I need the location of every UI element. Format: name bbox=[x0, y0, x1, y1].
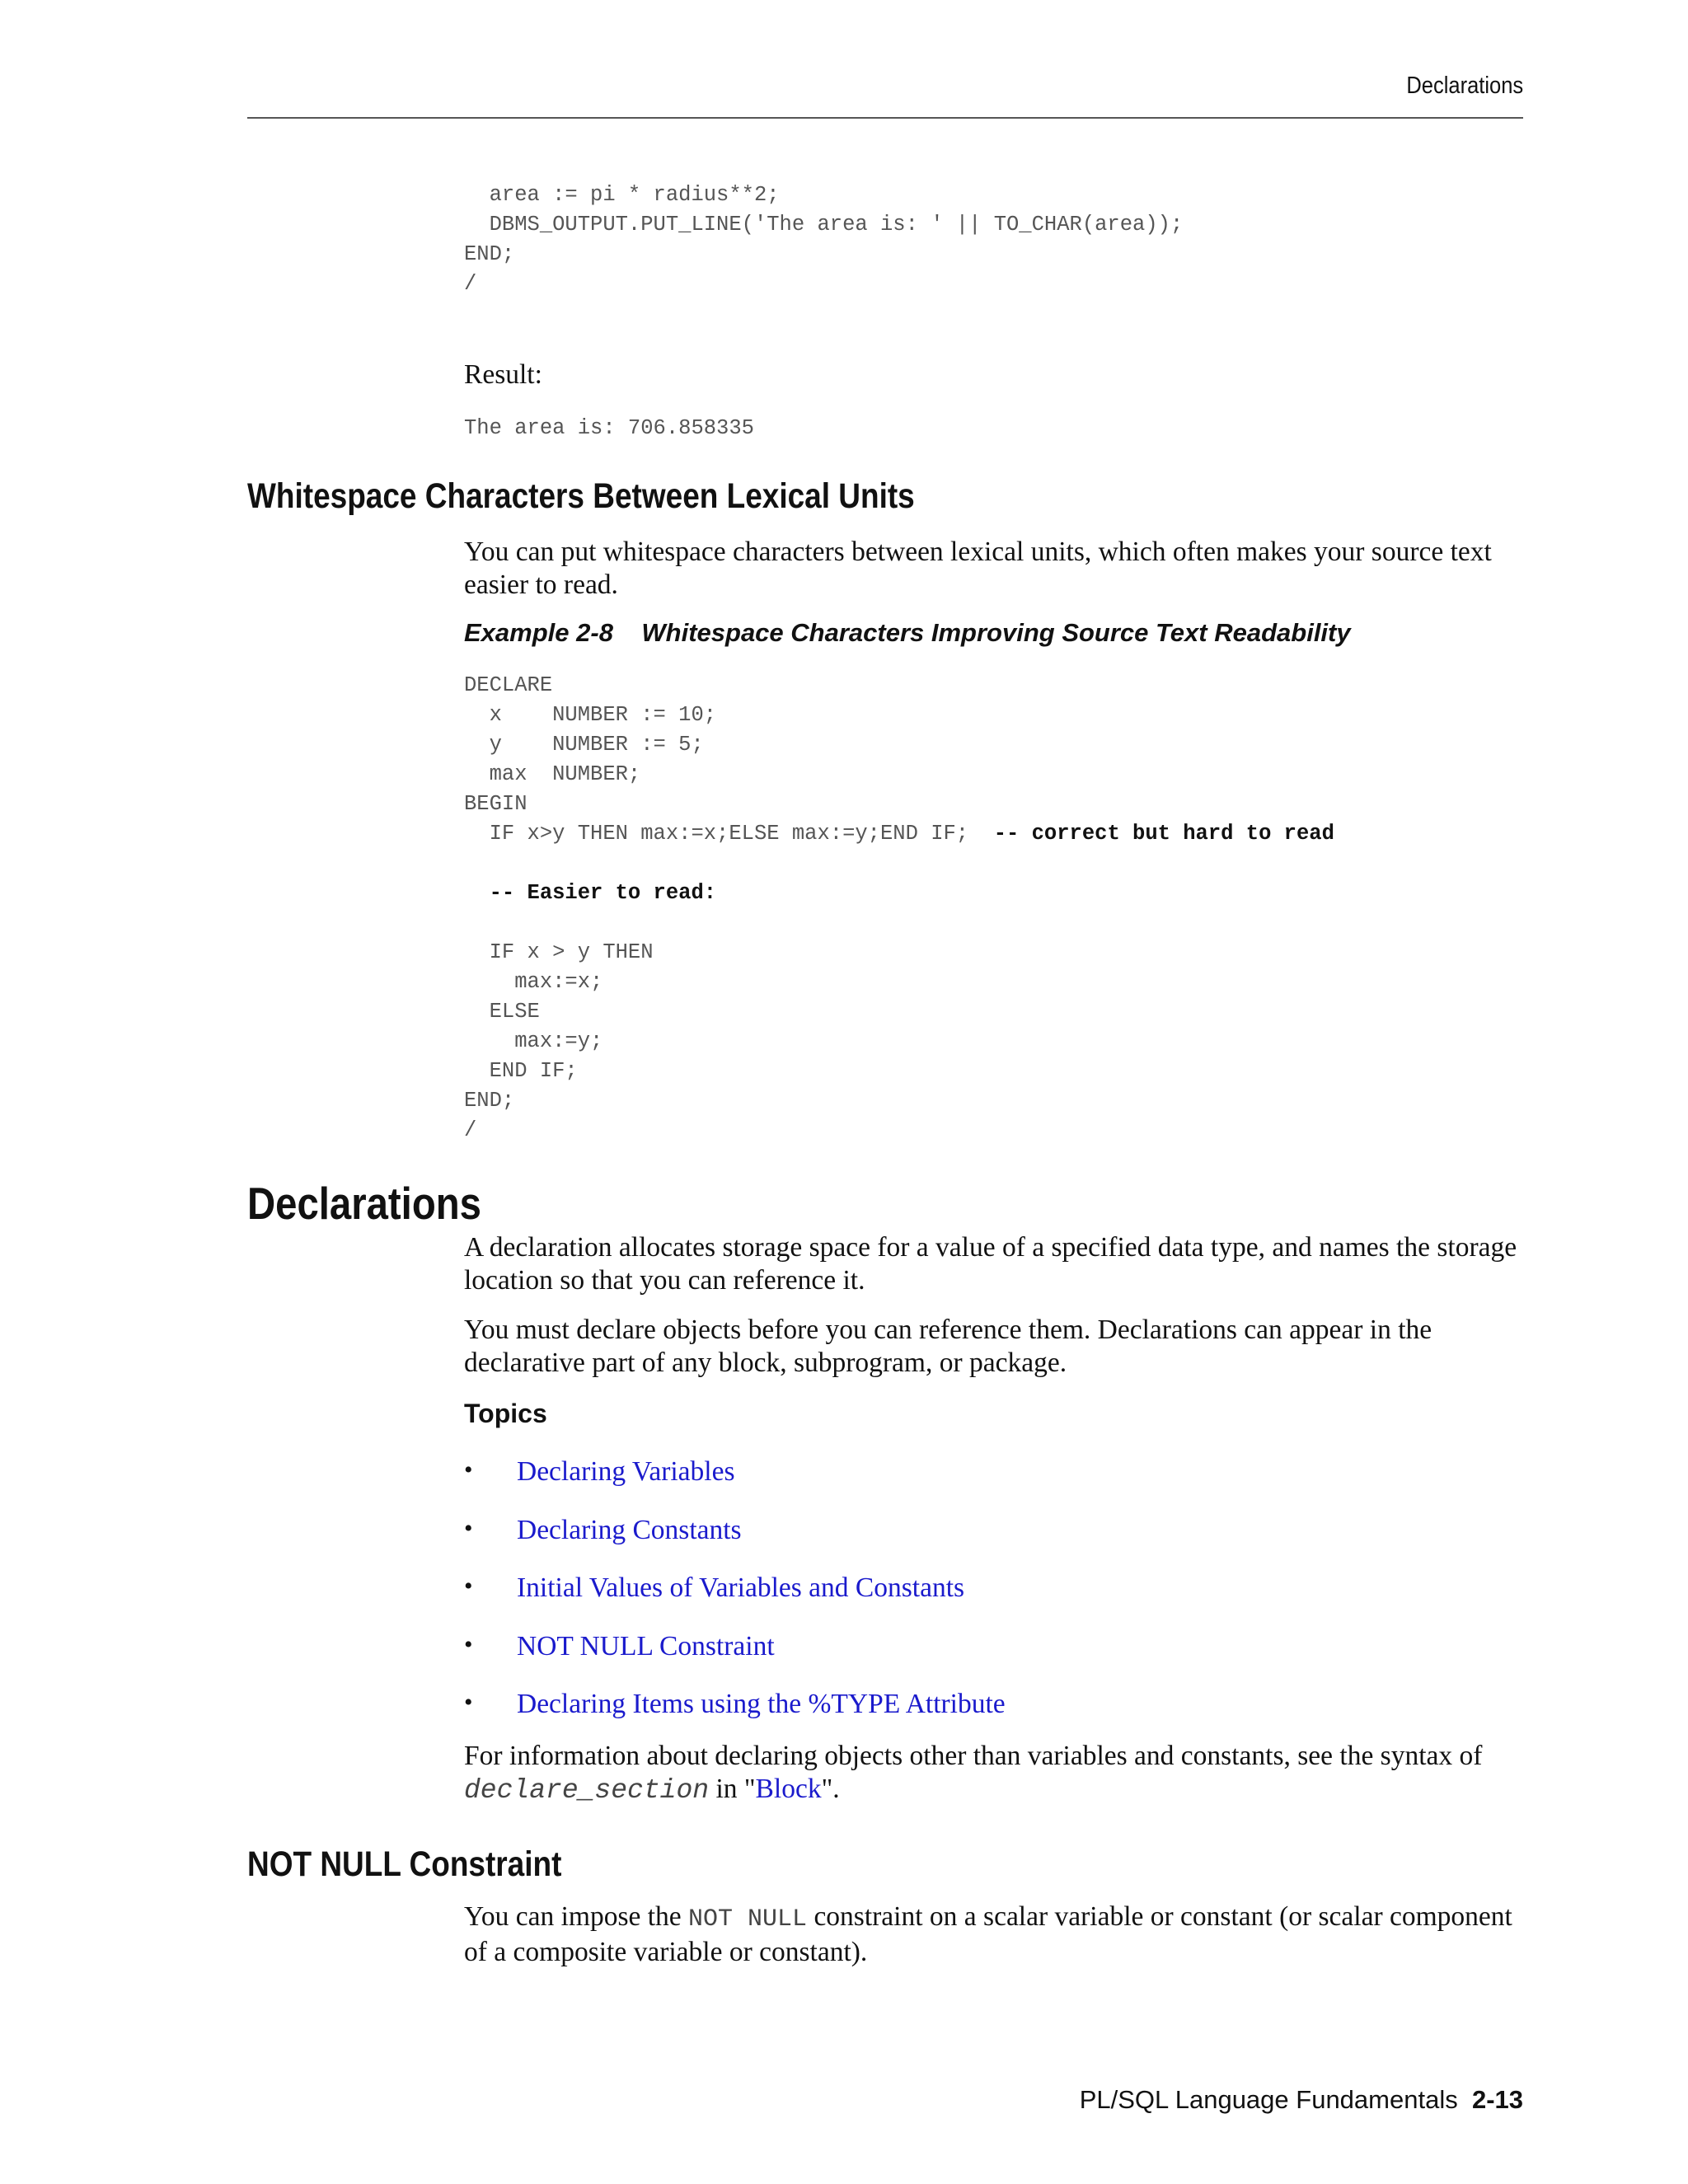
code-line: x NUMBER := 10; bbox=[464, 703, 717, 727]
whitespace-paragraph bbox=[464, 536, 1527, 602]
list-item bbox=[464, 1515, 1453, 1573]
block-link[interactable]: Block bbox=[755, 1774, 822, 1804]
code-line: ELSE bbox=[464, 1000, 540, 1024]
code-line: max NUMBER; bbox=[464, 762, 641, 786]
code-line: / bbox=[464, 272, 477, 296]
topic-link-type-attribute[interactable]: Declaring Items using the %TYPE Attribute bbox=[517, 1689, 1006, 1719]
whitespace-paragraph-text: You can put whitespace characters between lexical units, which often makes your source text easier to read. bbox=[464, 537, 1492, 600]
example-number: Example 2-8 bbox=[464, 618, 613, 647]
info-code: declare_section bbox=[464, 1775, 710, 1806]
list-item bbox=[464, 1631, 1453, 1690]
bullet: • bbox=[464, 1572, 473, 1600]
code-line bbox=[464, 819, 1334, 849]
section-heading-declarations: Declarations bbox=[247, 1178, 481, 1229]
code-block-continued bbox=[464, 180, 1183, 299]
declarations-para-1-text: A declaration allocates storage space for a value of a specified data type, and names the storage location so that you can reference it. bbox=[464, 1232, 1517, 1296]
not-null-text: You can impose the bbox=[464, 1901, 689, 1932]
code-line: max:=x; bbox=[464, 970, 603, 994]
code-line: / bbox=[464, 1118, 477, 1142]
topic-link-initial-values[interactable]: Initial Values of Variables and Constants bbox=[517, 1572, 965, 1603]
list-item bbox=[464, 1689, 1453, 1747]
bullet: • bbox=[464, 1689, 473, 1716]
info-text: in " bbox=[709, 1774, 756, 1804]
declarations-para-1 bbox=[464, 1231, 1527, 1297]
code-line: BEGIN bbox=[464, 792, 528, 816]
topic-link-not-null-constraint[interactable]: NOT NULL Constraint bbox=[517, 1630, 775, 1661]
list-item bbox=[464, 1456, 1453, 1515]
info-text: For information about declaring objects other than variables and constants, see the syntax of bbox=[464, 1741, 1483, 1771]
declarations-para-2 bbox=[464, 1314, 1527, 1380]
code-block-example bbox=[464, 671, 1334, 1146]
not-null-paragraph-text bbox=[464, 1900, 1527, 1969]
topic-link-declaring-variables[interactable]: Declaring Variables bbox=[517, 1456, 735, 1487]
code-comment: -- Easier to read: bbox=[464, 881, 717, 905]
example-caption: Whitespace Characters Improving Source Text Readability bbox=[641, 618, 1351, 647]
code-line: END IF; bbox=[464, 1059, 578, 1083]
result-output: The area is: 706.858335 bbox=[464, 416, 754, 440]
page-footer bbox=[1080, 2085, 1523, 2115]
code-line: y NUMBER := 5; bbox=[464, 733, 704, 757]
bullet: • bbox=[464, 1630, 473, 1658]
header-rule bbox=[247, 117, 1523, 119]
topics-list bbox=[464, 1456, 1453, 1747]
declarations-info-text bbox=[464, 1740, 1527, 1807]
bullet: • bbox=[464, 1456, 473, 1483]
code-line: DBMS_OUTPUT.PUT_LINE('The area is: ' || TO_CHAR(area)); bbox=[464, 213, 1184, 237]
code-line: DECLARE bbox=[464, 673, 553, 697]
example-title bbox=[464, 618, 1351, 648]
declarations-info-paragraph bbox=[464, 1740, 1527, 1807]
bullet: • bbox=[464, 1514, 473, 1542]
result-label bbox=[464, 359, 1527, 391]
code-line: END; bbox=[464, 1089, 515, 1113]
not-null-paragraph bbox=[464, 1900, 1527, 1969]
section-heading-whitespace: Whitespace Characters Between Lexical Units bbox=[247, 476, 915, 516]
code-line bbox=[464, 849, 1334, 879]
code-line bbox=[464, 908, 1334, 938]
code-comment: -- correct but hard to read bbox=[993, 822, 1334, 846]
list-item bbox=[464, 1572, 1453, 1631]
code-line: END; bbox=[464, 242, 515, 266]
code-line: area := pi * radius**2; bbox=[464, 183, 780, 207]
result-label-text: Result: bbox=[464, 359, 542, 390]
declarations-para-2-text: You must declare objects before you can reference them. Declarations can appear in the declarative part of any block, subprogram, or package. bbox=[464, 1315, 1432, 1378]
code-line bbox=[464, 879, 1334, 908]
code-line: max:=y; bbox=[464, 1029, 603, 1053]
section-heading-not-null: NOT NULL Constraint bbox=[247, 1844, 562, 1884]
topics-label: Topics bbox=[464, 1399, 547, 1428]
topic-link-declaring-constants[interactable]: Declaring Constants bbox=[517, 1514, 742, 1545]
page-number: 2-13 bbox=[1471, 2085, 1523, 2114]
not-null-code: NOT NULL bbox=[688, 1905, 808, 1933]
code-line: IF x > y THEN bbox=[464, 940, 654, 964]
not-null-text: constraint on a scalar variable or constant (or scalar component of a composite variable or constant). bbox=[464, 1901, 1512, 1967]
footer-title: PL/SQL Language Fundamentals bbox=[1079, 2085, 1458, 2114]
info-text: ". bbox=[821, 1774, 840, 1804]
running-header: Declarations bbox=[1406, 73, 1523, 99]
code-text: IF x>y THEN max:=x;ELSE max:=y;END IF; bbox=[464, 822, 994, 846]
